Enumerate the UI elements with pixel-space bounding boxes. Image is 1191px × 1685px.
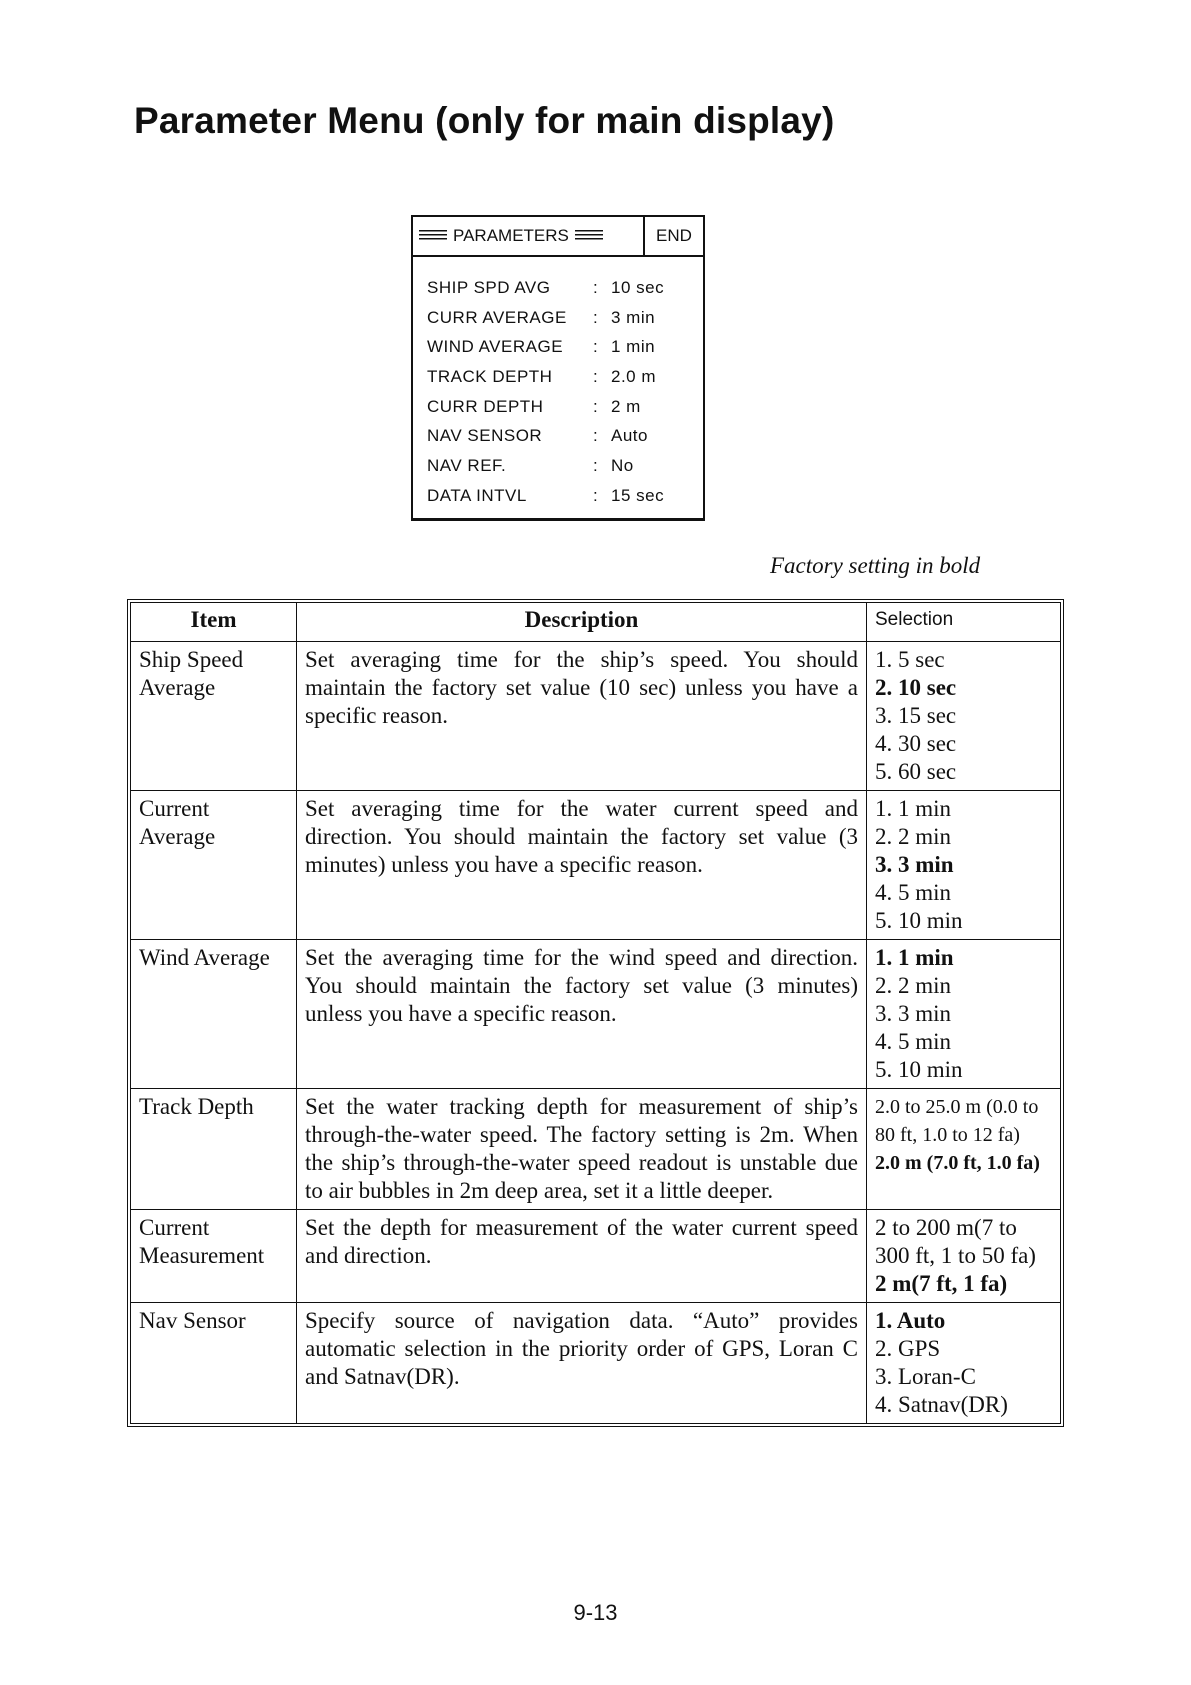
menu-row-separator: : — [593, 485, 599, 505]
selection-option: 2. 2 min — [875, 824, 952, 849]
selection-option: 2. GPS — [875, 1336, 941, 1361]
item-name-line: Ship Speed — [139, 647, 244, 672]
menu-row-value: 2 m — [611, 396, 641, 416]
menu-row-value: No — [611, 455, 634, 475]
selection-option: 3. Loran-C — [875, 1364, 976, 1389]
selection-option: 1. 1 min — [875, 796, 952, 821]
menu-row — [427, 332, 703, 362]
selection-option: 4. Satnav(DR) — [875, 1392, 1008, 1417]
menu-row — [427, 362, 703, 392]
menu-row-label: TRACK DEPTH — [427, 366, 553, 386]
selection-option-factory-default: 2. 10 sec — [875, 675, 957, 700]
selection-cell — [867, 791, 1061, 940]
item-name-line: Current — [139, 796, 210, 821]
selection-option: 5. 10 min — [875, 908, 963, 933]
page-title: Parameter Menu (only for main display) — [134, 100, 835, 141]
selection-option: 4. 30 sec — [875, 731, 957, 756]
menu-row-value: 10 sec — [611, 277, 665, 297]
selection-option: 4. 5 min — [875, 880, 952, 905]
item-cell — [131, 1089, 297, 1210]
menu-row — [427, 451, 703, 481]
menu-row-label: NAV REF. — [427, 455, 507, 475]
menu-row-label: WIND AVERAGE — [427, 337, 564, 357]
selection-cell — [867, 642, 1061, 791]
menu-row-separator: : — [593, 366, 599, 386]
menu-title: PARAMETERS — [453, 226, 569, 245]
menu-row-separator: : — [593, 455, 599, 475]
item-cell — [131, 1210, 297, 1303]
factory-setting-note: Factory setting in bold — [770, 553, 981, 578]
menu-row-separator: : — [593, 307, 599, 327]
item-name-line: Track Depth — [139, 1094, 254, 1119]
menu-bars-icon — [575, 230, 603, 242]
item-cell — [131, 642, 297, 791]
description-cell: Set averaging time for the water current speed and direction. You should maintain the factory set value (3 minutes) unless you have a specific reason. — [297, 791, 867, 940]
menu-row-value: Auto — [611, 426, 648, 446]
selection-option: 1. 5 sec — [875, 647, 945, 672]
selection-option: 2.0 to 25.0 m (0.0 to 80 ft, 1.0 to 12 fa) — [875, 1096, 1039, 1146]
selection-option: 2. 2 min — [875, 973, 952, 998]
menu-row-value: 1 min — [611, 337, 656, 357]
table-row — [131, 1303, 1061, 1424]
selection-option: 3. 15 sec — [875, 703, 957, 728]
description-cell: Set the averaging time for the wind speed and direction. You should maintain the factory set value (3 minutes) unless you have a specific reason. — [297, 940, 867, 1089]
menu-row-label: SHIP SPD AVG — [427, 277, 551, 297]
menu-rows — [413, 257, 703, 511]
header-description: Description — [297, 603, 867, 642]
menu-row-label: CURR DEPTH — [427, 396, 544, 416]
selection-cell — [867, 1089, 1061, 1210]
menu-row — [427, 481, 703, 511]
item-name-line: Average — [139, 824, 216, 849]
item-name-line: Average — [139, 675, 216, 700]
menu-row-separator: : — [593, 396, 599, 416]
selection-cell — [867, 1303, 1061, 1424]
menu-row-value: 15 sec — [611, 485, 665, 505]
table-row — [131, 940, 1061, 1089]
selection-option: 5. 60 sec — [875, 759, 957, 784]
selection-cell — [867, 1210, 1061, 1303]
header-item: Item — [131, 603, 297, 642]
item-cell — [131, 791, 297, 940]
table-row — [131, 642, 1061, 791]
menu-row-separator: : — [593, 426, 599, 446]
menu-bars-icon — [419, 230, 447, 242]
menu-header — [413, 217, 703, 257]
selection-option-factory-default: 3. 3 min — [875, 852, 954, 877]
item-name-line: Wind Average — [139, 945, 270, 970]
description-cell: Set the depth for measurement of the water current speed and direction. — [297, 1210, 867, 1303]
page-number: 9-13 — [573, 1600, 618, 1625]
item-name-line: Nav Sensor — [139, 1308, 246, 1333]
selection-option-factory-default: 2 m(7 ft, 1 fa) — [875, 1271, 1008, 1296]
menu-row-value: 3 min — [611, 307, 656, 327]
selection-option-factory-default: 1. Auto — [875, 1308, 946, 1333]
menu-row — [427, 392, 703, 422]
table-row — [131, 791, 1061, 940]
menu-title-cell — [413, 217, 645, 255]
table-header-row — [131, 603, 1061, 642]
menu-row — [427, 421, 703, 451]
menu-row-separator: : — [593, 337, 599, 357]
selection-option-factory-default: 1. 1 min — [875, 945, 954, 970]
selection-option: 3. 3 min — [875, 1001, 952, 1026]
menu-end-label: END — [656, 226, 692, 245]
menu-row — [427, 303, 703, 333]
menu-row-label: CURR AVERAGE — [427, 307, 567, 327]
table-row — [131, 1210, 1061, 1303]
item-name-line: Measurement — [139, 1243, 265, 1268]
selection-cell — [867, 940, 1061, 1089]
selection-option-factory-default: 2.0 m (7.0 ft, 1.0 fa) — [875, 1152, 1040, 1174]
table-row — [131, 1089, 1061, 1210]
parameters-table — [130, 602, 1061, 1424]
menu-row-separator: : — [593, 277, 599, 297]
description-cell: Set averaging time for the ship’s speed. You should maintain the factory set value (10 sec) unless you have a specific reason. — [297, 642, 867, 791]
item-cell — [131, 1303, 297, 1424]
description-cell: Specify source of navigation data. “Auto” provides automatic selection in the priority order of GPS, Loran C and Satnav(DR). — [297, 1303, 867, 1424]
menu-row-label: DATA INTVL — [427, 485, 527, 505]
parameters-menu-box — [411, 215, 705, 521]
menu-row-label: NAV SENSOR — [427, 426, 543, 446]
description-cell: Set the water tracking depth for measurement of ship’s through-the-water speed. The factory setting is 2m. When the ship’s through-the-water speed readout is unstable due to air bubbles in 2m deep area, set it a little deeper. — [297, 1089, 867, 1210]
item-name-line: Current — [139, 1215, 210, 1240]
menu-row — [427, 273, 703, 303]
menu-row-value: 2.0 m — [611, 366, 657, 386]
selection-option: 4. 5 min — [875, 1029, 952, 1054]
header-selection: Selection — [867, 603, 1061, 642]
selection-option: 5. 10 min — [875, 1057, 963, 1082]
item-cell — [131, 940, 297, 1089]
selection-option: 2 to 200 m(7 to 300 ft, 1 to 50 fa) — [875, 1215, 1036, 1268]
